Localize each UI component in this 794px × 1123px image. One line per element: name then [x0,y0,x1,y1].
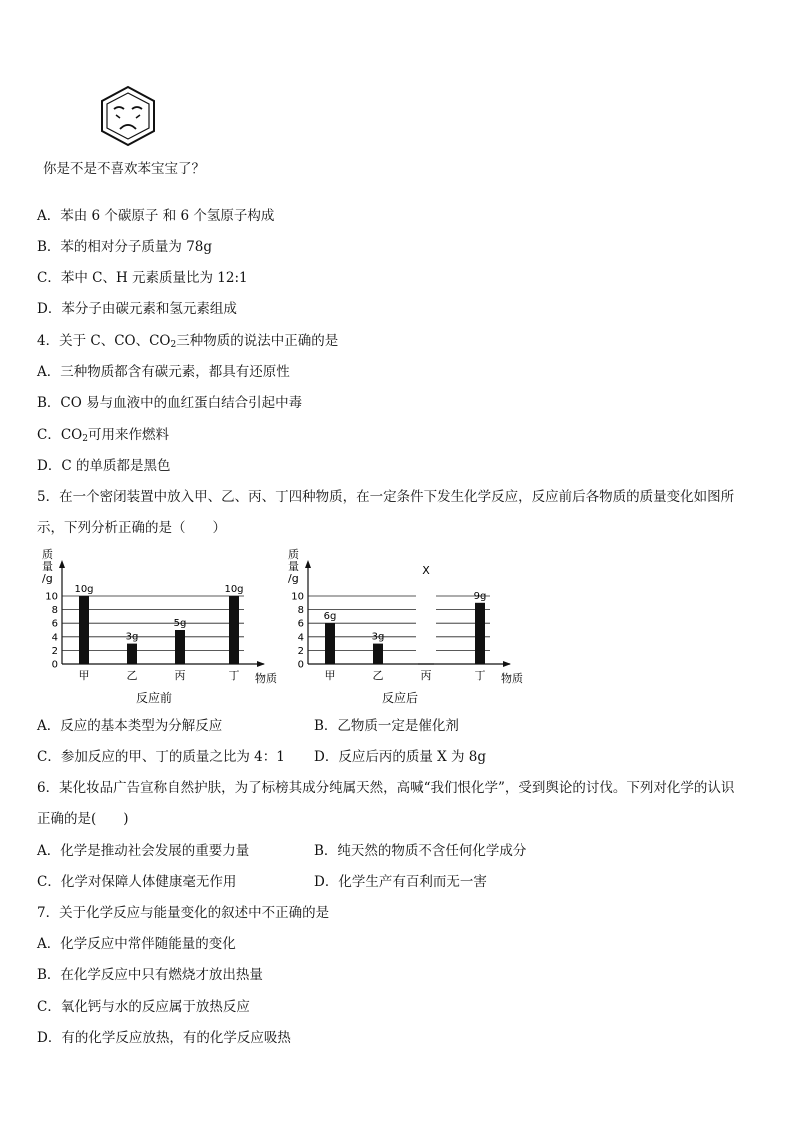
q6-stem-line1: 6．某化妆品广告宣称自然护肤，为了标榜其成分纯属天然，高喊“我们恨化学”，受到舆论的讨伐。下列对化学的认识 [37,780,735,796]
data-label: 5g [173,618,187,629]
q5-stem-line2: 示，下列分析正确的是（ ） [37,520,226,536]
bar [175,630,185,664]
x-tick-label: 乙 [126,669,138,682]
q6-option-c: C．化学对保障人体健康毫无作用 [37,874,237,890]
y-tick-label: 6 [51,618,58,630]
x-tick-label: 丁 [228,669,240,682]
q3-option-b: B．苯的相对分子质量为 78g [37,239,213,255]
q6-option-a: A．化学是推动社会发展的重要力量 [37,843,250,859]
q7-option-c: C．氧化钙与水的反应属于放热反应 [37,999,250,1015]
q6-option-d: D．化学生产有百利而无一害 [314,874,487,890]
q6-stem-line2: 正确的是( ) [37,811,129,827]
y-axis-arrow [59,560,65,568]
bar [79,596,89,664]
q4-stem: 4．关于 C、CO、$CO_2$三种物质的说法中正确的是 [37,333,339,350]
x-tick-label: 甲 [78,669,90,682]
y-tick-label: 10 [45,591,58,603]
x-axis-label: 物质 [255,672,277,685]
x-tick-label: 丙 [174,669,186,682]
q5-stem-line1: 5．在一个密闭装置中放入甲、乙、丙、丁四种物质，在一定条件下发生化学反应，反应前后各物质的质量变化如图所 [37,489,735,505]
y-tick-label: 2 [51,645,58,657]
benzene-face-figure [98,85,158,147]
q4-option-b: B．CO 易与血液中的血红蛋白结合引起中毒 [37,395,303,411]
y-axis-label: 量 [288,560,299,573]
bar [373,644,383,664]
q7-stem: 7．关于化学反应与能量变化的叙述中不正确的是 [37,905,330,921]
y-tick-label: 6 [297,618,304,630]
y-tick-label: 0 [51,659,58,671]
bar [325,623,335,664]
y-axis-label: 质 [288,548,299,561]
q7-option-d: D．有的化学反应放热，有的化学反应吸热 [37,1030,291,1046]
data-label: 3g [125,631,139,643]
y-axis-label: /g [288,572,299,585]
x-tick-label: 丙 [420,669,432,682]
q7-option-b: B．在化学反应中只有燃烧才放出热量 [37,967,263,983]
data-label: 10g [74,584,94,595]
data-label: 3g [371,631,385,643]
chart-before [34,546,294,711]
q4-option-c: C．$CO_2$可用来作燃料 [37,427,169,444]
chart-after [280,546,540,711]
q5-option-d: D．反应后丙的质量 X 为 8g [314,749,487,765]
q5-option-b: B．乙物质一定是催化剂 [314,718,459,734]
y-tick-label: 8 [297,605,304,617]
data-label: X [422,564,430,577]
y-axis-label: 量 [42,560,53,573]
gridline-gap [416,592,436,662]
y-tick-label: 8 [51,605,58,617]
data-label: 10g [224,584,244,595]
benzene-caption: 你是不是不喜欢苯宝宝了？ [43,161,205,177]
q4-option-a: A．三种物质都含有碳元素，都具有还原性 [37,364,290,380]
y-tick-label: 0 [297,659,304,671]
chart-title: 反应前 [135,691,173,705]
bar [127,644,137,664]
bar [475,603,485,664]
y-tick-label: 2 [297,645,304,657]
y-axis-arrow [305,560,311,568]
q3-option-c: C．苯中 C、H 元素质量比为 12:1 [37,270,248,286]
y-axis-label: 质 [42,548,53,561]
q6-option-b: B．纯天然的物质不含任何化学成分 [314,843,527,859]
y-tick-label: 10 [291,591,304,603]
data-label: 6g [323,611,337,623]
q5-option-c: C．参加反应的甲、丁的质量之比为 4：1 [37,749,285,765]
x-axis-label: 物质 [501,672,523,685]
x-axis-arrow [257,661,265,667]
y-axis-label: /g [42,572,53,585]
x-axis-arrow [503,661,511,667]
q5-option-a: A．反应的基本类型为分解反应 [37,718,223,734]
chart-title: 反应后 [381,691,419,705]
x-tick-label: 乙 [372,669,384,682]
q3-option-a: A．苯由 6 个碳原子 和 6 个氢原子构成 [37,208,275,224]
q3-option-d: D．苯分子由碳元素和氢元素组成 [37,301,237,317]
q4-option-d: D．C 的单质都是黑色 [37,458,171,474]
x-tick-label: 丁 [474,669,486,682]
y-tick-label: 4 [297,632,304,644]
y-tick-label: 4 [51,632,58,644]
bar [229,596,239,664]
x-tick-label: 甲 [324,669,336,682]
data-label: 9g [473,590,487,602]
q7-option-a: A．化学反应中常伴随能量的变化 [37,936,236,952]
